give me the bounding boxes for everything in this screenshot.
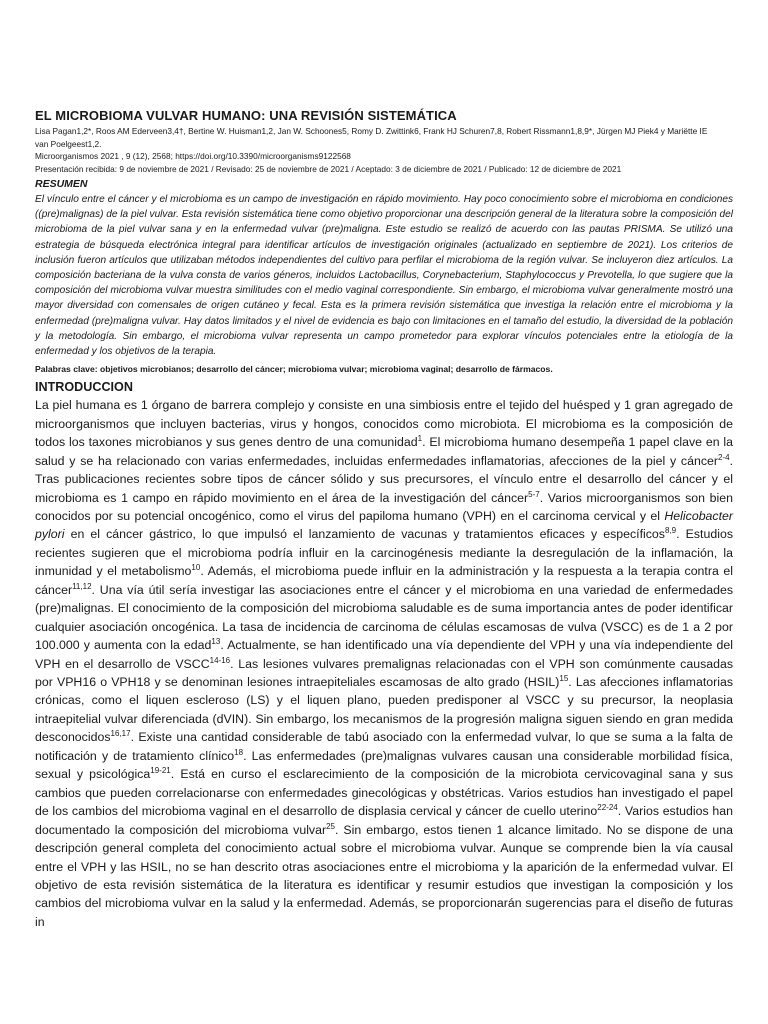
citation-ref: 8,9 xyxy=(664,526,677,536)
author-list xyxy=(35,125,733,150)
intro-text: . Sin embargo, estos tienen 1 alcance limitado. No se dispone de una descripción general completa del conocimiento actual sobre el microbioma vulvar. Aunque se comprende bien la vía causal entre el VPH y las HSIL, no se han descrito otras asociaciones entre el microbioma y la aparición de la enfermedad vulvar. El objetivo de esta revisión sistemática de la literatura es identificar y resumir estudios que investigan la composición y los cambios del microbioma vulvar en la salud y la enfermedad. Además, se proporcionarán sugerencias para el diseño de futuras in xyxy=(35,822,734,929)
citation-ref: 16,17 xyxy=(110,729,131,739)
citation-ref: 15 xyxy=(559,673,569,683)
intro-text: . Una vía útil sería investigar las asociaciones entre el cáncer y el microbioma en una variedad de enfermedades (pre)malignas. El conocimiento de la composición del microbioma saludable es de suma importancia antes de poder identificar cualquier asociación oncogénica. La tasa de incidencia de carcinoma de células escamosas de vulva (VSCC) es de 1 a 2 por 100.000 y aumenta con la edad xyxy=(35,582,733,653)
intro-text: . Existe una cantidad considerable de tabú asociado con la enfermedad vulvar, lo que se suma a la falta de notificación y de tratamiento clínico xyxy=(35,730,733,763)
citation-ref: 11,12 xyxy=(72,581,92,591)
intro-text: . Actualmente, se han identificado una vía dependiente del VPH y una vía independiente del VPH en el desarrollo de VSCC xyxy=(35,638,734,671)
intro-text: . Varios microorganismos son bien conocidos por su potencial oncogénico, como el virus del papiloma humano (VPH) en el carcinoma cervical y el xyxy=(35,490,733,523)
intro-text: La piel humana es 1 órgano de barrera complejo y consiste en una simbiosis entre el tejido del huésped y 1 gran agregado de microorganismos que incluyen bacterias, virus y hongos, conocidos como microbiota. El microbioma es la composición de todos los taxones microbianos y sus genes dentro de una comunidad xyxy=(35,398,733,450)
author-line: Lisa Pagan1,2*, Roos AM Ederveen3,4†, Bertine W. Huisman1,2, Jan W. Schoones5, Romy D. Zwittink6, Frank HJ Schuren7,8, Robert Rissmann1,8,9*, Jürgen MJ Piek4 y Mariëtte IE xyxy=(35,126,708,136)
intro-text: . El microbioma humano desempeña 1 papel clave en la salud y se ha relacionado con varias enfermedades, incluidas enfermedades inflamatorias, afecciones de la piel y cáncer xyxy=(35,435,733,468)
citation-ref: 10 xyxy=(191,563,201,573)
intro-text: . Estudios recientes sugieren que el microbioma podría influir en la carcinogénesis mediante la desregulación de la inflamación, la inmunidad y el metabolismo xyxy=(35,527,733,579)
publication-dates: Presentación recibida: 9 de noviembre de 2021 / Revisado: 25 de noviembre de 2021 / Aceptado: 3 de diciembre de 2021 / Publicado: 12 de diciembre de 2021 xyxy=(35,163,622,174)
citation-ref: 1 xyxy=(417,434,423,444)
citation-ref: 5-7 xyxy=(528,489,540,499)
citation-ref: 14-16 xyxy=(209,655,231,665)
author-line: van Poelgeest1,2. xyxy=(35,138,102,149)
article-title: EL MICROBIOMA VULVAR HUMANO: UNA REVISIÓN SISTEMÁTICA xyxy=(35,108,457,123)
citation-ref: 19-21 xyxy=(150,766,171,776)
introduction-heading: INTRODUCCION xyxy=(35,380,133,395)
introduction-paragraph xyxy=(35,396,733,931)
intro-text: en el cáncer gástrico, lo que impulsó el lanzamiento de vacunas y tratamientos eficaces y específicos xyxy=(64,527,665,542)
species-name: Helicobacter pylori xyxy=(35,508,733,542)
intro-text: . Además, el microbioma puede influir en la administración y la respuesta a la terapia contra el cáncer xyxy=(35,564,733,597)
intro-text: . Las lesiones vulvares premalignas relacionadas con el VPH son comúnmente causadas por VPH16 o VPH18 y se denominan lesiones intraepiteliales escamosas de alto grado (HSIL) xyxy=(35,656,734,690)
abstract-text: El vínculo entre el cáncer y el microbioma es un campo de investigación en rápido movimiento. Hay poco conocimiento sobre el microbioma en condiciones ((pre)malignas) de la piel vulvar. Esta revisión sistemática tiene como objetivo proporcionar una descripción general de la literatura sobre la composición del microbioma de la piel vulvar sana y en la enfermedad vulvar (pre)maligna. Este estudio se realizó de acuerdo con las pautas PRISMA. Se utilizó una estrategia de búsqueda electrónica integral para identificar artículos de investigación originales (actualizado en septiembre de 2021). Los criterios de inclusión fueron artículos que utilizaban métodos independientes del cultivo para perfilar el microbioma de la región vulvar. Se incluyeron diez artículos. La composición bacteriana de la vulva consta de varios géneros, incluidos Lactobacillus, Corynebacterium, Staphylococcus y Prevotella, lo que sugiere que la composición del microbioma vulvar muestra similitudes con el medio vaginal correspondiente. Sin embargo, el microbioma vulvar generalmente mostró una mayor diversidad con comensales de origen cutáneo y fecal. Esta es la primera revisión sistemática que investiga la relación entre el microbioma y la enfermedad (pre)maligna vulvar. Hay datos limitados y el nivel de evidencia es bajo con limitaciones en el tamaño del estudio, la diversidad de la población y la metodología. Sin embargo, el microbioma vulvar representa un campo prometedor para explorar vínculos potenciales entre la etiología de la enfermedad y los objetivos de la terapia. xyxy=(35,194,733,358)
keywords: Palabras clave: objetivos microbianos; desarrollo del cáncer; microbioma vulvar; microbioma vaginal; desarrollo de fármacos. xyxy=(35,364,553,375)
citation-ref: 25 xyxy=(326,821,336,831)
intro-text: . Las enfermedades (pre)malignas vulvares causan una considerable morbilidad física, sexual y psicológica xyxy=(35,748,733,782)
intro-text: . Tras publicaciones recientes sobre tipos de cáncer sólido y sus precursores, el vínculo entre el desarrollo del cáncer y el microbioma es 1 campo en rápido movimiento en el área de la investigación del cáncer xyxy=(35,453,733,505)
journal-citation: Microorganismos 2021 , 9 (12), 2568; https://doi.org/10.3390/microorganisms9122568 xyxy=(35,151,351,161)
intro-text: . Varios estudios han documentado la composición del microbioma vulvar xyxy=(35,804,733,837)
article-page xyxy=(35,108,733,931)
intro-text: . Está en curso el esclarecimiento de la composición de la microbiota cervicovaginal sana y sus cambios que pueden correlacionarse con enfermedades ginecológicas y obstétricas. Varios estudios han investigado el papel de los cambios del microbioma vaginal en el desarrollo de displasia cervical y cáncer de cuello uterino xyxy=(35,767,734,819)
citation-ref: 18 xyxy=(234,747,244,757)
citation-ref: 2-4 xyxy=(717,452,730,462)
abstract-heading: RESUMEN xyxy=(35,178,88,190)
intro-text: . Las afecciones inflamatorias crónicas, como el liquen escleroso (LS) y el liquen plano, pueden predisponer al VSCC y su precursor, la neoplasia intraepitelial vulvar diferenciada (dVIN). Sin embargo, los mecanismos de la progresión maligna siguen siendo en gran medida desconocidos xyxy=(35,675,734,745)
citation-ref: 22-24 xyxy=(597,803,618,813)
citation-ref: 13 xyxy=(211,637,221,647)
